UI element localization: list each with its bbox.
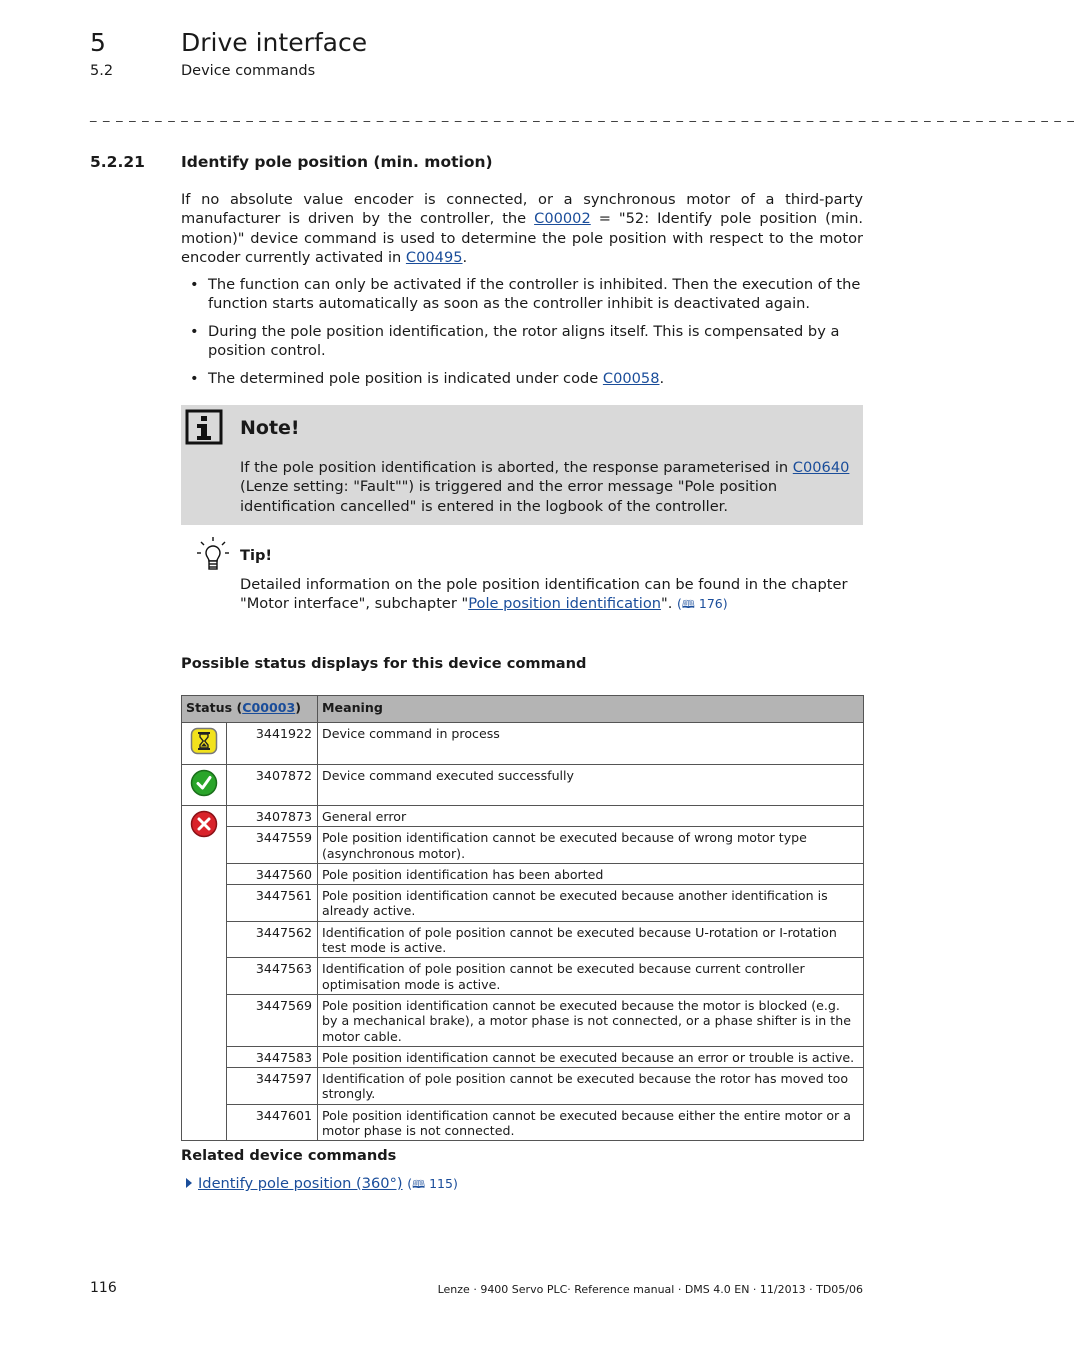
table-row [182, 958, 864, 995]
bullet-list [190, 275, 863, 396]
link-c00002[interactable]: C00002 [534, 210, 591, 228]
page-number: 116 [90, 1280, 117, 1296]
tip-heading: Tip! [240, 547, 273, 564]
status-code: 3447561 [227, 885, 318, 922]
arrow-right-icon [186, 1178, 192, 1188]
status-meaning: Pole position identification cannot be executed because of wrong motor type (asynchronous motor). [318, 827, 864, 864]
status-icon-cell [182, 806, 227, 1141]
status-meaning: Pole position identification has been aborted [318, 863, 864, 884]
table-row [182, 994, 864, 1046]
table-row [182, 806, 864, 827]
status-code: 3407872 [227, 765, 318, 806]
status-code: 3447569 [227, 994, 318, 1046]
table-row [182, 921, 864, 958]
chapter-title: Drive interface [181, 28, 368, 57]
list-item: • During the pole position identification, the rotor aligns itself. This is compensated by a position control. [190, 322, 863, 361]
status-code: 3447597 [227, 1068, 318, 1105]
hourglass-icon [190, 727, 218, 755]
column-header-meaning: Meaning [318, 696, 864, 723]
tip-text: Detailed information on the pole position identification can be found in the chapter "Motor interface", subchapter "Pole position identification". (🕮 176) [240, 576, 848, 613]
list-item: • The function can only be activated if the controller is inhibited. Then the execution of the function starts automatically as soon as the controller inhibit is deactivated again. [190, 275, 863, 314]
note-text: If the pole position identification is aborted, the response parameterised in C00640 (Lenze setting: "Fault"") is triggered and the error message "Pole position identification cancelled" is entered in the logbook of the controller. [240, 459, 850, 515]
table-row [182, 765, 864, 806]
table-row [182, 1104, 864, 1141]
status-icon-cell [182, 765, 227, 806]
table-row [182, 827, 864, 864]
error-cross-icon [190, 810, 218, 838]
header-separator: _ _ _ _ _ _ _ _ _ _ _ _ _ _ _ _ _ _ _ _ _ _ _ _ _ _ _ _ _ _ _ _ _ _ _ _ _ _ _ _ _ _ _ _ _ _ _ _ _ _ _ _ _ _ _ _ _ _ _ _ _ _ _ _ _ _ _ _ _ _ _ _ _ _ _ _ [90, 108, 1075, 123]
status-icon-cell [182, 723, 227, 765]
lightbulb-icon [196, 536, 232, 572]
status-code: 3447562 [227, 921, 318, 958]
link-c00495[interactable]: C00495 [405, 249, 463, 267]
status-code: 3447559 [227, 827, 318, 864]
status-table-heading: Possible status displays for this device command [181, 655, 587, 672]
link-pole-position-identification[interactable]: Pole position identification [468, 595, 662, 613]
status-meaning: Pole position identification cannot be executed because another identification is already active. [318, 885, 864, 922]
note-heading: Note! [240, 417, 300, 439]
status-code: 3447560 [227, 863, 318, 884]
status-meaning: Identification of pole position cannot be executed because U-rotation or I-rotation test mode is active. [318, 921, 864, 958]
link-identify-pole-position-360[interactable]: Identify pole position (360°) [198, 1175, 403, 1192]
intro-text-1: If no absolute value encoder is connected, or a synchronous motor of a third-party manufacturer is driven by the controller, the [181, 191, 863, 228]
bullet-text: The determined pole position is indicated under code C00058. [208, 369, 665, 387]
subsection-number: 5.2.21 [90, 153, 145, 171]
intro-text-3: . [462, 249, 468, 267]
table-row [182, 885, 864, 922]
book-icon: 🕮 [681, 598, 695, 612]
table-header-row [182, 696, 864, 723]
link-c00003[interactable]: C00003 [242, 700, 296, 715]
status-meaning: Device command in process [318, 723, 864, 765]
link-c00058[interactable]: C00058 [602, 369, 660, 387]
info-icon [185, 409, 223, 445]
status-code: 3447563 [227, 958, 318, 995]
status-code: 3447583 [227, 1046, 318, 1067]
bullet-text: The function can only be activated if the controller is inhibited. Then the execution of the function starts automatically as soon as the controller inhibit is deactivated again. [208, 276, 861, 313]
bullet-text: During the pole position identification, the rotor aligns itself. This is compensated by a position control. [208, 322, 840, 360]
status-meaning: Device command executed successfully [318, 765, 864, 806]
book-icon: 🕮 [412, 1178, 426, 1191]
status-meaning: Pole position identification cannot be executed because either the entire motor or a motor phase is not connected. [318, 1104, 864, 1141]
intro-text-2: = "52: Identify pole position (min. motion)" device command is used to determine the pole position with respect to the motor encoder currently activated in [181, 210, 864, 267]
page-reference[interactable]: (🕮 176) [677, 596, 728, 612]
column-header-status: Status (C00003) [182, 696, 318, 723]
table-row [182, 863, 864, 884]
status-code: 3447601 [227, 1104, 318, 1141]
checkmark-icon [190, 769, 218, 797]
chapter-number: 5 [90, 28, 106, 57]
table-row [182, 1068, 864, 1105]
status-meaning: General error [318, 806, 864, 827]
subsection-title: Identify pole position (min. motion) [181, 153, 493, 171]
status-meaning: Identification of pole position cannot be executed because the rotor has moved too strongly. [318, 1068, 864, 1105]
related-commands-heading: Related device commands [181, 1147, 397, 1164]
table-row [182, 723, 864, 765]
list-item: • The determined pole position is indicated under code C00058. [190, 369, 665, 387]
status-table [181, 695, 864, 1141]
page-reference[interactable]: (🕮 115) [407, 1176, 458, 1191]
status-meaning: Pole position identification cannot be executed because an error or trouble is active. [318, 1046, 864, 1067]
table-row [182, 1046, 864, 1067]
footer-text: Lenze · 9400 Servo PLC· Reference manual · DMS 4.0 EN · 11/2013 · TD05/06 [437, 1283, 863, 1296]
link-c00640[interactable]: C00640 [792, 459, 850, 476]
section-number: 5.2 [90, 63, 114, 79]
status-code: 3407873 [227, 806, 318, 827]
section-title: Device commands [181, 63, 316, 79]
status-meaning: Pole position identification cannot be executed because the motor is blocked (e.g. by a mechanical brake), a motor phase is not connected, or a phase shifter is in the motor cable. [318, 994, 864, 1046]
intro-paragraph [181, 190, 863, 268]
related-command-item[interactable] [186, 1175, 458, 1195]
status-meaning: Identification of pole position cannot be executed because current controller optimisation mode is active. [318, 958, 864, 995]
status-code: 3441922 [227, 723, 318, 765]
